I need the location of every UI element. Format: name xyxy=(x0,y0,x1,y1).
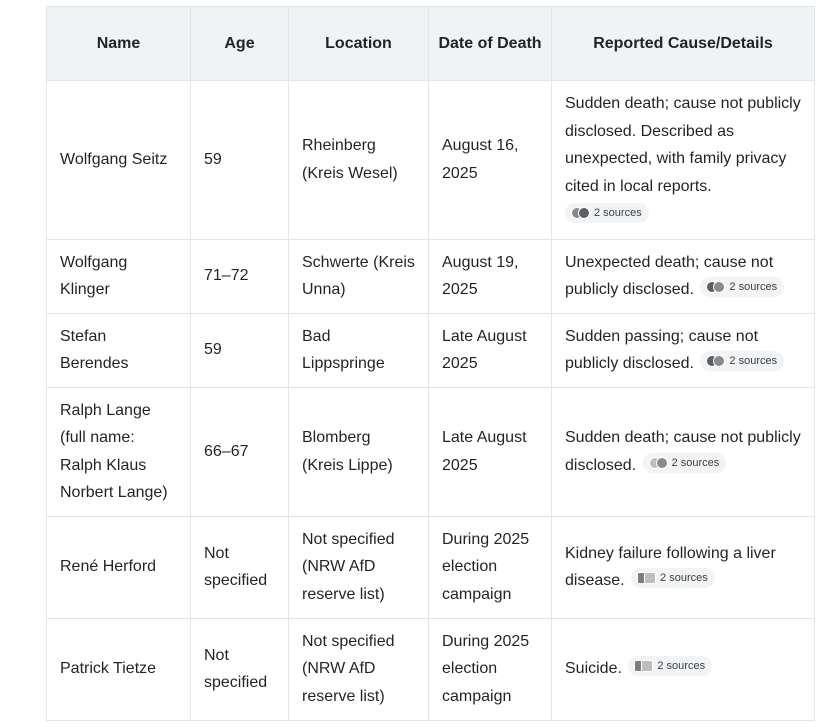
sources-chip[interactable] xyxy=(628,656,712,676)
cell-name: Ralph Lange (full name: Ralph Klaus Norbert Lange) xyxy=(47,387,191,516)
cell-name: Wolfgang Seitz xyxy=(47,81,191,240)
cell-cause xyxy=(552,81,815,240)
cause-text: Unexpected death; cause not publicly disclosed. xyxy=(565,253,774,298)
cell-location: Schwerte (Kreis Unna) xyxy=(289,239,429,313)
source-favicon-icon xyxy=(706,355,725,367)
table-row xyxy=(47,81,815,240)
deaths-table xyxy=(46,6,815,721)
cell-age: 71–72 xyxy=(191,239,289,313)
cell-cause xyxy=(552,387,815,516)
results-table-container xyxy=(46,6,815,721)
cell-date: Late August 2025 xyxy=(429,313,552,387)
cause-text: Sudden passing; cause not publicly disclosed. xyxy=(565,327,759,372)
cell-age: Not specified xyxy=(191,516,289,618)
cell-location: Bad Lippspringe xyxy=(289,313,429,387)
sources-chip-label: 2 sources xyxy=(594,207,642,219)
sources-chip[interactable] xyxy=(643,453,727,473)
header-name: Name xyxy=(47,7,191,81)
cell-location: Blomberg (Kreis Lippe) xyxy=(289,387,429,516)
table-row xyxy=(47,618,815,720)
cell-age: 59 xyxy=(191,313,289,387)
cell-location: Not specified (NRW AfD reserve list) xyxy=(289,618,429,720)
cell-date: During 2025 election campaign xyxy=(429,516,552,618)
cause-text: Suicide. xyxy=(565,660,622,678)
cell-cause xyxy=(552,618,815,720)
source-favicon-icon xyxy=(634,660,653,672)
table-row xyxy=(47,387,815,516)
cell-name: René Herford xyxy=(47,516,191,618)
sources-chip-label: 2 sources xyxy=(729,355,778,367)
cause-text: Sudden death; cause not publicly disclosed. xyxy=(565,429,801,474)
header-age: Age xyxy=(191,7,289,81)
sources-chip-label: 2 sources xyxy=(660,572,708,584)
sources-chip-label: 2 sources xyxy=(657,660,706,673)
cell-date: August 16, 2025 xyxy=(429,81,552,240)
source-favicon-icon xyxy=(649,457,668,469)
header-date: Date of Death xyxy=(429,7,552,81)
sources-chip[interactable] xyxy=(700,277,784,297)
cell-cause xyxy=(552,516,815,618)
sources-chip-label: 2 sources xyxy=(671,456,720,469)
cause-text: Sudden death; cause not publicly disclosed. Described as unexpected, with family privacy cited in local reports. xyxy=(565,95,801,195)
sources-chip-label: 2 sources xyxy=(729,281,778,293)
cell-location: Not specified (NRW AfD reserve list) xyxy=(289,516,429,618)
table-row xyxy=(47,313,815,387)
source-favicon-icon xyxy=(706,281,725,293)
table-header-row xyxy=(47,7,815,81)
cell-cause xyxy=(552,239,815,313)
cell-age: 66–67 xyxy=(191,387,289,516)
header-cause: Reported Cause/Details xyxy=(552,7,815,81)
cell-location: Rheinberg (Kreis Wesel) xyxy=(289,81,429,240)
table-row xyxy=(47,239,815,313)
cell-name: Stefan Berendes xyxy=(47,313,191,387)
header-location: Location xyxy=(289,7,429,81)
cell-cause xyxy=(552,313,815,387)
cell-age: Not specified xyxy=(191,618,289,720)
sources-chip[interactable] xyxy=(700,351,784,371)
cell-date: Late August 2025 xyxy=(429,387,552,516)
cell-name: Patrick Tietze xyxy=(47,618,191,720)
sources-chip[interactable] xyxy=(565,203,649,223)
cause-text: Kidney failure following a liver disease. xyxy=(565,544,776,589)
cell-date: During 2025 election campaign xyxy=(429,618,552,720)
cell-name: Wolfgang Klinger xyxy=(47,239,191,313)
source-favicon-icon xyxy=(637,572,656,584)
sources-chip[interactable] xyxy=(631,568,715,588)
cell-age: 59 xyxy=(191,81,289,240)
cell-date: August 19, 2025 xyxy=(429,239,552,313)
source-favicon-icon xyxy=(571,207,590,219)
table-row xyxy=(47,516,815,618)
